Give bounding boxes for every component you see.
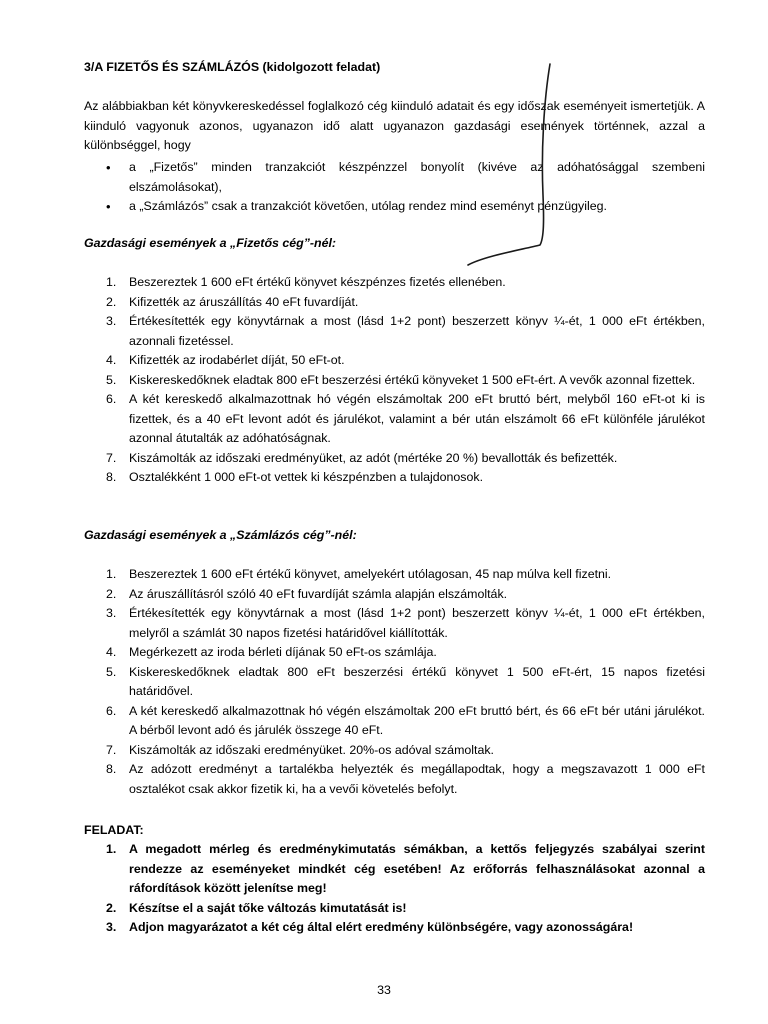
item-text: Kiskereskedőknek eladtak 800 eFt beszerzési értékű könyvet 1 500 eFt-ért, 15 napos fizetési határidővel. (129, 664, 705, 698)
list-item (84, 312, 705, 351)
item-number: 2. (106, 900, 117, 915)
item-text: Kiskereskedőknek eladtak 800 eFt beszerzési értékű könyveket 1 500 eFt-ért. A vevők azonnal fizettek. (129, 372, 696, 387)
item-number: 1. (106, 567, 117, 581)
list-item (84, 643, 705, 663)
list-item (84, 449, 705, 469)
task-heading: FELADAT: (84, 823, 144, 837)
item-number: 5. (106, 372, 117, 387)
list-item (84, 565, 705, 585)
item-number: 3. (106, 314, 117, 328)
item-text: Kiszámolták az időszaki eredményüket, az adót (mértéke 20 %) bevallották és befizették. (129, 450, 618, 465)
item-number: 8. (106, 762, 117, 776)
list-item (84, 604, 705, 643)
item-number: 2. (106, 586, 117, 601)
item-text: Készítse el a saját tőke változás kimutatását is! (129, 900, 407, 915)
item-number: 7. (106, 450, 117, 465)
item-text: Az áruszállításról szóló 40 eFt fuvardíját számla alapján elszámolták. (129, 586, 508, 601)
list-item (84, 273, 705, 293)
section-heading-fizetos: Gazdasági események a „Fizetős cég”-nél: (84, 236, 337, 250)
list-item (84, 585, 705, 605)
item-text: Kifizették az irodabérlet díját, 50 eFt-ot. (129, 353, 345, 367)
task-list (84, 840, 705, 938)
item-text: Beszereztek 1 600 eFt értékű könyvet készpénzes fizetés ellenében. (129, 275, 506, 289)
item-text: A két kereskedő alkalmazottnak hó végén elszámoltak 200 eFt bruttó bért, melyből 160 eFt-ot ki is fizettek, és a 40 eFt levont adót és járulékot, valamint a bér után elszámolt 66 eFt különféle járulékot azonnal átutalták az adóhatóságnak. (129, 392, 705, 445)
bullet-icon: • (106, 199, 111, 214)
task-item (84, 840, 705, 899)
bullet-text: a „Fizetős” minden tranzakciót készpénzzel bonyolít (kivéve az adóhatósággal szembeni elszámolásokat), (129, 160, 705, 194)
item-text: Beszereztek 1 600 eFt értékű könyvet, amelyekért utólagosan, 45 nap múlva kell fizetni. (129, 567, 612, 581)
list-item (84, 702, 705, 741)
list-item (84, 663, 705, 702)
item-number: 1. (106, 275, 117, 289)
item-number: 4. (106, 645, 117, 659)
event-list-fizetos (84, 273, 705, 488)
item-number: 1. (106, 842, 117, 856)
bullet-item (84, 158, 705, 197)
item-number: 6. (106, 392, 117, 406)
bullet-icon: • (106, 160, 111, 175)
list-item (84, 760, 705, 799)
item-text: A két kereskedő alkalmazottnak hó végén elszámoltak 200 eFt bruttó bért, és 66 eFt bér utáni járulékot. A bérből levont adó és járulék összege 40 eFt. (129, 703, 705, 737)
item-text: Az adózott eredményt a tartalékba helyezték és megállapodtak, hogy a megszavazott 1 000 eFt osztalékot csak akkor fizetik ki, ha a vevői követelés befolyt. (129, 762, 705, 796)
item-number: 3. (106, 920, 117, 934)
event-list-szamlazos (84, 565, 705, 799)
section-heading-szamlazos: Gazdasági események a „Számlázós cég”-nél: (84, 528, 357, 542)
list-item (84, 351, 705, 371)
task-item (84, 899, 705, 919)
list-item (84, 371, 705, 391)
item-text: Osztalékként 1 000 eFt-ot vettek ki készpénzben a tulajdonosok. (129, 470, 484, 484)
item-text: Értékesítették egy könyvtárnak a most (lásd 1+2 pont) beszerzett könyv ¼-ét, 1 000 eFt értékben, melyről a számlát 30 napos fizetési határidővel kiállították. (129, 606, 705, 640)
item-text: Értékesítették egy könyvtárnak a most (lásd 1+2 pont) beszerzett könyv ¼-ét, 1 000 eFt értékben, azonnali fizetéssel. (129, 314, 705, 348)
item-number: 7. (106, 742, 117, 757)
item-number: 5. (106, 664, 117, 679)
item-number: 4. (106, 353, 117, 367)
intro-paragraph (84, 97, 705, 156)
item-number: 8. (106, 470, 117, 484)
item-number: 6. (106, 703, 117, 718)
item-text: Kiszámolták az időszaki eredményüket. 20%-os adóval számoltak. (129, 742, 495, 757)
intro-text: Az alábbiakban két könyvkereskedéssel foglalkozó cég kiinduló adatait és egy időszak eseményeit ismertetjük. A kiinduló vagyonuk azonos, ugyanazon idő alatt ugyanazon gazdasági események történnek, azzal a különbséggel, hogy (84, 99, 705, 152)
item-text: A megadott mérleg és eredménykimutatás sémákban, a kettős feljegyzés szabályai szerint rendezze az eseményeket mindkét cég esetében! Az erőforrás felhasználásokat azonnal a ráfordítások között jelenítse meg! (129, 842, 705, 895)
task-item (84, 918, 705, 938)
bullet-list (84, 158, 705, 217)
list-item (84, 390, 705, 449)
item-text: Kifizették az áruszállítás 40 eFt fuvardíját. (129, 294, 359, 309)
list-item (84, 293, 705, 313)
item-text: Adjon magyarázatot a két cég által elért eredmény különbségére, vagy azonosságára! (129, 920, 634, 934)
item-number: 2. (106, 294, 117, 309)
page-number: 33 (377, 983, 391, 997)
page-title: 3/A FIZETŐS ÉS SZÁMLÁZÓS (kidolgozott feladat) (84, 60, 381, 74)
bullet-item (84, 197, 705, 217)
list-item (84, 468, 705, 488)
bullet-text: a „Számlázós” csak a tranzakciót követően, utólag rendez mind eseményt pénzügyileg. (129, 199, 607, 213)
list-item (84, 741, 705, 761)
item-number: 3. (106, 606, 117, 620)
item-text: Megérkezett az iroda bérleti díjának 50 eFt-os számlája. (129, 645, 437, 659)
